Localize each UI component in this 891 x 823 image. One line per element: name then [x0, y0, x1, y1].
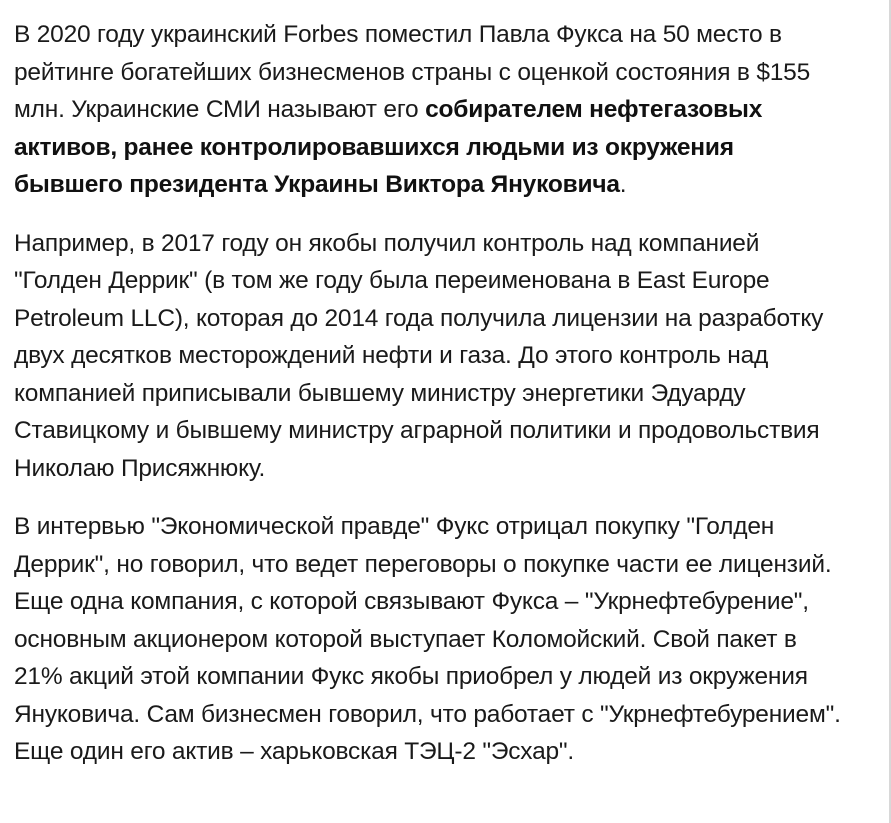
paragraph-1-text-before: В 2020 году украинский Forbes поместил Павла Фукса на 50 место в рейтинге богатейших бизнесменов страны с оценкой состояния в $155 млн. Украинские СМИ называют его	[14, 21, 811, 123]
paragraph-forbes-rating	[14, 16, 849, 204]
paragraph-interview: В интервью "Экономической правде" Фукс отрицал покупку "Голден Деррик", но говорил, что ведет переговоры о покупке части ее лицензий. Еще одна компания, с которой связывают Фукса – "Укрнефтебурение", основным акционером которой выступает Коломойский. Свой пакет в 21% акций этой компании Фукс якобы приобрел у людей из окружения Януковича. Сам бизнесмен говорил, что работает с "Укрнефтебурением". Еще один его актив – харьковская ТЭЦ-2 "Эсхар".	[14, 513, 841, 765]
paragraph-golden-derrick: Например, в 2017 году он якобы получил контроль над компанией "Голден Деррик" (в том же году была переименована в East Europe Petroleum LLC), которая до 2014 года получила лицензии на разработку двух десятков месторождений нефти и газа. До этого контроль над компанией приписывали бывшему министру энергетики Эдуарду Ставицкому и бывшему министру аграрной политики и продовольствия Николаю Присяжнюку.	[14, 229, 824, 482]
paragraph-1-bold-text: собирателем нефтегазовых активов, ранее контролировавшихся людьми из окружения бывшего президента Украины Виктора Януковича	[14, 96, 763, 198]
paragraph-1-text-after: .	[619, 171, 627, 198]
